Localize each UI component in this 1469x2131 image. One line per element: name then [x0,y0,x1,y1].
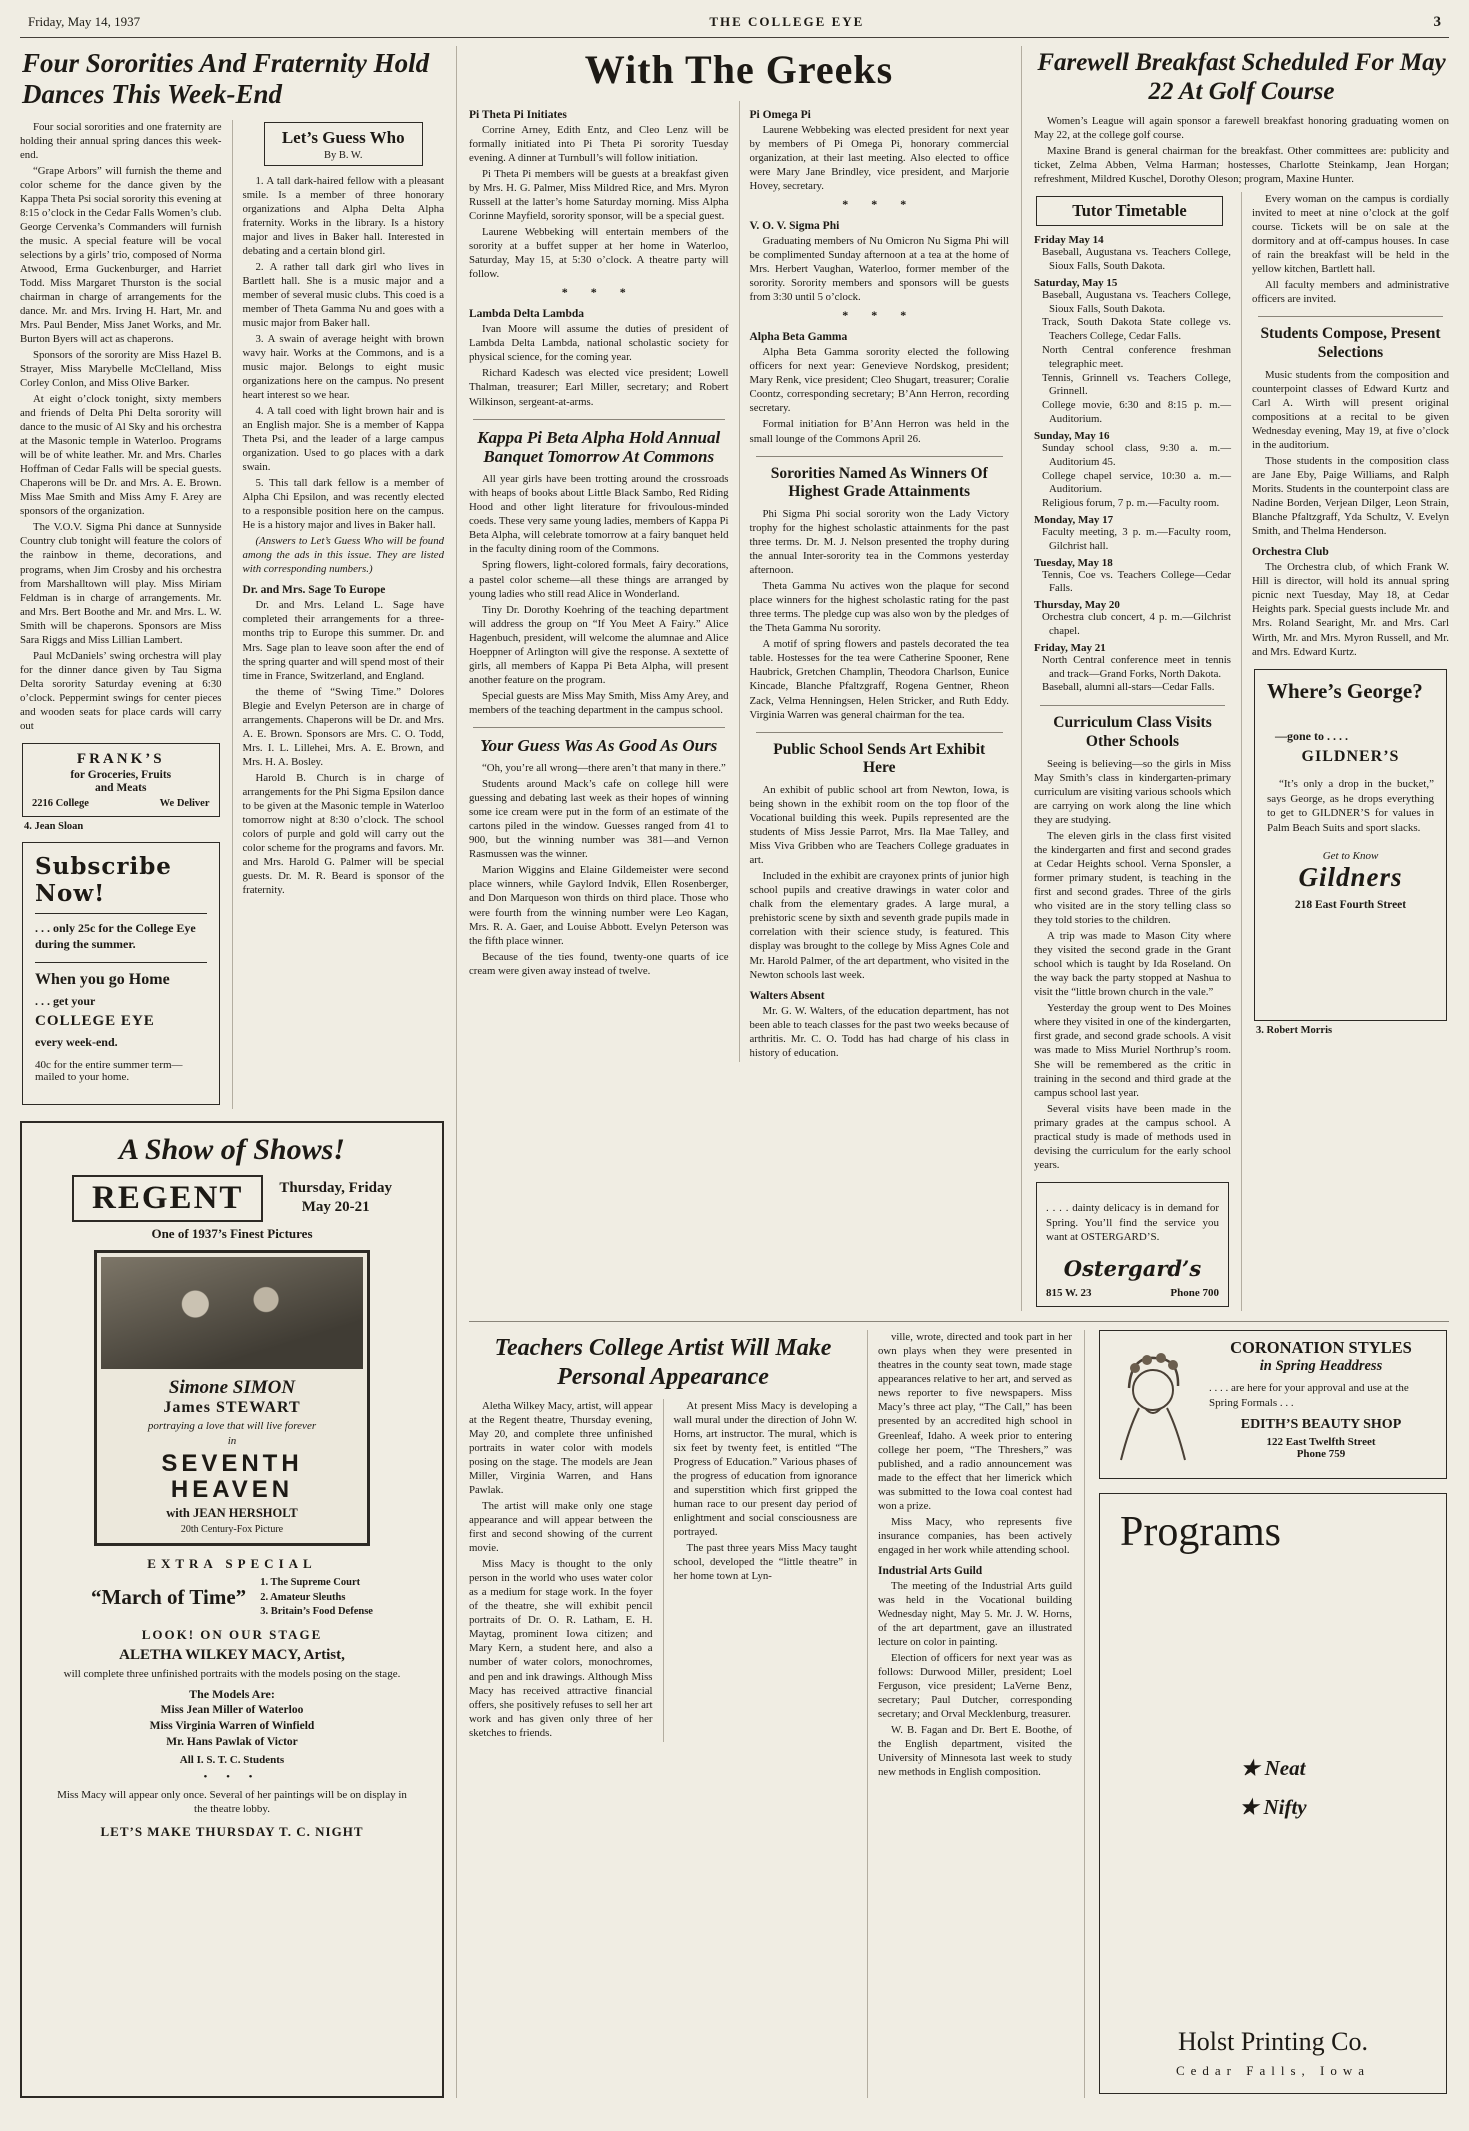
model-name: Miss Jean Miller of Waterloo [160,1704,304,1717]
programs-item: ★ Nifty [1239,1794,1307,1819]
right-ads-column [1084,1330,1449,2098]
paragraph-list [20,120,222,733]
subscribe-title: Subscribe Now! [35,853,207,914]
greeks-headline: With The Greeks [584,47,894,92]
franks-address-row [32,798,210,809]
paragraph: Harold B. Church is in charge of arrangements for the Phi Sigma Epsilon dance to be given at the Masonic temple in Waterloo tomorrow night at 8:30 o’clock. The school colors of purple and gold will carry out the color scheme for the programs and favors. Mr. and Mrs. Harold G. Palmer will be special guests. Dr. M. R. Beard is sponsor of the fraternity. [242,771,444,897]
paragraph: Corrine Arney, Edith Entz, and Cleo Lenz will be formally initiated into Pi Theta Pi sorority Tuesday evening. A dinner at Turnbull’s will follow initiation. [469,124,729,165]
artist-col-3 [867,1330,1072,2098]
timetable-event: College chapel service, 10:30 a. m.—Auditorium. [1042,469,1231,496]
ostergards-text: . . . . dainty delicacy is in demand for Spring. You’ll find the service you want at OSTERGARD’S. [1046,1201,1219,1244]
timetable-day-group [1034,557,1231,597]
dances-col-2 [232,120,445,1109]
look-on-stage-label: LOOK! ON OUR STAGE [141,1626,323,1642]
star-separator: * * * [561,285,636,300]
movie-poster [94,1250,370,1547]
timetable-event: Tennis, Grinnell vs. Teachers College, Grinnell. [1042,371,1231,398]
models-list [36,1702,428,1750]
timetable-day-group [1034,642,1231,695]
timetable-event: Sunday school class, 9:30 a. m.—Auditorium 45. [1042,441,1231,468]
movie-costar: with JEAN HERSHOLT [166,1506,298,1521]
paragraph: Four social sororities and one fraternity are holding their annual spring dances this week-end. [20,120,222,161]
timetable-events [1034,442,1231,511]
guess-who-box [264,122,423,166]
paragraph: “Oh, you’re all wrong—there aren’t that many in there.” [482,762,726,775]
regent-dates-line1: Thursday, Friday [279,1180,392,1197]
timetable-event: Baseball, Augustana vs. Teachers College, Sioux Falls, South Dakota. [1042,246,1231,272]
subscribe-offer: . . . only 25c for the College Eye during the summer. [35,920,196,952]
paragraph: ville, wrote, directed and took part in her own plays when they were presented in theatres in the county seat town, made stage appearances relative to her art, and served as news reporter to five newspapers. Miss Macy’s three act play, “The Call,” has been presented by an accredited high school in Greenleaf, Idaho. A week prior to entering college her poem, “The Threshers,” was published, and a radio announcement was made to the effect that her limerick which was submitted to the Iowa coal contest had won a prize. [878,1331,1072,1512]
subscribe-weekend-line: every week-end. [35,1035,118,1050]
ostergards-phone: Phone 700 [1170,1287,1219,1300]
guess-who-items [243,174,445,533]
movie-title: SEVENTH HEAVEN [161,1449,303,1503]
ediths-ad-text [1205,1338,1437,1471]
paragraph-list [469,472,729,717]
artist-headline: Teachers College Artist Will Make Personal Appearance [494,1335,832,1390]
guess-who-note: (Answers to Let’s Guess Who will be found among the ads in this issue. They are listed with corresponding numbers.) [242,535,444,576]
paragraph: Laurene Webbeking was elected president for next year by members of Pi Omega Pi, honorary commercial organization, at their last meeting. Also elected to office were Mary Jane Brindley, vice president, and Marjorie Hovey, secretary. [749,124,1009,193]
march-of-time-item: 1. The Supreme Court [260,1577,361,1589]
paragraph: All year girls have been trotting around the crossroads with heaps of books about Little Black Sambo, Red Riding Hood and other light literature for frivoulous-minded coeds. These very same young ladies, members of Kappa Pi Beta Alpha, will celebrate tomorrow at a fairy banquet held in the faculty dining room of the Commons. [469,473,729,556]
paragraph: All faculty members and administrative officers are invited. [1252,279,1449,306]
guess-who-title: Let’s Guess Who [281,127,405,147]
guess-who-item: 4. A tall coed with light brown hair and is an English major. She is a member of Kappa Theta Psi, and the leader of a large campus organization. Used to go places with a dark swain. [242,405,444,474]
march-of-time-list [260,1576,373,1619]
paragraph-list [750,123,1010,193]
page-number: 3 [1433,14,1441,30]
timetable-event: Orchestra club concert, 4 p. m.—Gilchrist chapel. [1042,611,1231,638]
istc-students-line: All I. S. T. C. Students [179,1753,285,1766]
holst-printing-ad [1099,1493,1447,2094]
star-separator: * * * [842,197,917,212]
gildners-body-text: “It’s only a drop in the bucket,” says George, as he drops everything to get to GILDNER’S for values in Palm Beach Suits and sport slacks. [1267,777,1434,835]
paragraph-list [750,783,1010,981]
guess-who-byline: By B. W. [323,149,363,161]
greeks-section [469,46,1009,1311]
greeks-col-1 [469,101,729,1062]
spring-headdress-subtitle: in Spring Headdress [1259,1358,1383,1375]
gildners-signature: Gildners [1298,862,1403,893]
ediths-shop-name: EDITH’S BEAUTY SHOP [1240,1416,1402,1432]
timetable-day-label: Monday, May 17 [1034,513,1114,526]
gildners-name: GILDNER’S [1301,747,1400,765]
paragraph-list [469,322,729,408]
ostergards-contact-row [1046,1287,1219,1299]
pi-theta-pi-heading: Pi Theta Pi Initiates [469,109,567,121]
timetable-event: Baseball, alumni all-stars—Cedar Falls. [1042,681,1215,694]
timetable-event: Religious forum, 7 p. m.—Faculty room. [1042,497,1220,510]
ostergards-logo: Ostergard’s [1063,1256,1202,1282]
orchestra-club-heading: Orchestra Club [1252,546,1329,559]
movie-poster-photo [101,1257,363,1369]
appear-once-note: Miss Macy will appear only once. Several of her paintings will be on display in the theatre lobby. [57,1788,407,1815]
paragraph: Alpha Beta Gamma sorority elected the following officers for next year: Genevieve Nordskog, president; Mary Renk, vice president; Cleo Shugart, treasurer; Coralie Coontz, corresponding secretary; B’Ann Herron, recording secretary. [749,346,1009,415]
paragraph: A trip was made to Mason City where they visited the second grade in the Grant school which is taught by Ida Roseland. On the way back the party stopped at Nashua to visit the “little brown church in the vale.” [1034,930,1231,999]
timetable-event: Tennis, Coe vs. Teachers College—Cedar Falls. [1042,568,1231,595]
ediths-body-text: . . . . are here for your approval and use at the Spring Formals . . . [1209,1382,1409,1410]
artist-article [469,1330,1072,2098]
guess-who-item: 3. A swain of average height with brown wavy hair. Works at the Commons, and is a music major. Belongs to eight music organizations here on the campus. No present heart interest so we hear. [242,332,444,401]
paragraph-list [1034,757,1231,1172]
paragraph-list [750,1004,1010,1060]
timetable-day-label: Saturday, May 15 [1034,276,1118,289]
franks-line: and Meats [95,781,147,794]
dances-headline: Four Sororities And Fraternity Hold Dances This Week-End [22,48,430,109]
pi-omega-pi-heading: Pi Omega Pi [749,109,811,121]
timetable-event: Faculty meeting, 3 p. m.—Faculty room, Gilchrist hall. [1042,525,1231,552]
paragraph-list [878,1330,1072,1557]
subscribe-note: 40c for the entire summer term—mailed to your home. [35,1058,183,1083]
paragraph: Ivan Moore will assume the duties of president of Lambda Delta Lambda, national scholastic society for physical science, for the coming year. [469,323,729,364]
timetable-event: North Central conference freshman telegraphic meet. [1042,344,1231,370]
tutor-timetable-title: Tutor Timetable [1036,196,1223,226]
woman-illustration [1109,1338,1195,1471]
artist-col-1 [469,1399,653,1742]
masthead [20,12,1449,38]
march-of-time-item: 3. Britain’s Food Defense [260,1605,373,1617]
ediths-address: 122 East Twelfth Street [1266,1435,1376,1448]
timetable-day-label: Thursday, May 20 [1034,599,1120,612]
guess-who-answer-3: 3. Robert Morris [1256,1024,1333,1036]
march-of-time-item: 2. Amateur Sleuths [260,1591,346,1603]
right-section [456,46,1449,2098]
paragraph: Spring flowers, light-colored formals, fairy decorations, a pastel color scheme—all these things are arranged by young ladies who still read Alice in Wonderland. [469,559,729,600]
paragraph: At present Miss Macy is developing a wall mural under the direction of John W. Horns, art instructor. The mural, which is six feet by twenty feet, is entitled “The Progress of Education.” Various phases of the progress of education from ignorance and superstition which first gripped the human race to our present day period of enlightment and social consciousness are portrayed. [673,1399,857,1539]
paragraph: The Orchestra club, of which Frank W. Hill is director, will hold its annual spring picnic next Tuesday, May 18, at Cedar Heights park. Special guests include Mr. and Mrs. Roland Searight, Mr. and Mrs. Carl Wirth, Mr. and Mrs. Myron Russell, and Mr. and Mrs. Edward Kurtz. [1252,561,1449,658]
paragraph: The past three years Miss Macy taught school, developed the “little theatre” in her home town at Lyn- [673,1542,857,1583]
franks-deliver: We Deliver [159,797,210,809]
guess-who-item: 1. A tall dark-haired fellow with a pleasant smile. Is a member of three honorary organizations and Alpha Delta Alpha fraternity. Works in the library. Is a history major and lives in Baker hall. Interested in debating and a certain blond girl. [242,174,444,257]
artist-columns [469,1399,857,1742]
paragraph: Formal initiation for B’Ann Herron was held in the small lounge of the Commons April 26. [749,418,1009,445]
paragraph: Graduating members of Nu Omicron Nu Sigma Phi will be complimented Sunday afternoon at a tea at the home of Mrs. Herbert Vaughan, Waterloo, former member of the sorority. Sorority members and sponsors will be guests from 3:30 until 5 o’clock. [749,235,1009,304]
paragraph-list [750,507,1010,721]
movie-studio: 20th Century-Fox Picture [180,1524,284,1536]
movie-star-1: Simone SIMON [168,1376,296,1398]
walters-absent-heading: Walters Absent [749,989,825,1002]
show-of-shows-headline: A Show of Shows! [119,1132,345,1166]
paragraph: At eight o’clock tonight, sixty members and friends of Delta Phi Delta sorority will dance to the music of Al Sky and his orchestra at the Masonic temple in Waterloo. Programs will be of white leather. Mr. and Mrs. Charles Hoffman of Cedar Falls will be special guests. Chaperons will be Dr. and Mrs. A. E. Brown. Miss Mae Smith and Miss Amy F. Arey are sponsors of the organization. [20,393,222,518]
guess-who-item: 5. This tall dark fellow is a member of Alpha Chi Epsilon, and was recently elected to a responsible position here on the campus. He is a history major and lives in Baker hall. [242,477,444,532]
paragraph: Miss Macy, who represents five insurance companies, has been actively engaged in her work while attending school. [878,1515,1072,1556]
programs-title: Programs [1120,1509,1281,1556]
paragraph: Paul McDaniels’ swing orchestra will play for the dinner dance given by Tau Sigma Delta sorority Saturday evening at 6:30 o’clock. Peppermint swings for center pieces and wooden seats for place cards will carry out [20,649,222,732]
timetable-events [1034,289,1231,427]
timetable-events [1034,611,1231,639]
coronation-styles-title: CORONATION STYLES [1230,1338,1412,1358]
gildners-ad [1254,669,1447,1021]
left-section [20,46,444,2098]
dances-col-1 [20,120,222,1109]
industrial-arts-heading: Industrial Arts Guild [878,1564,983,1577]
timetable-day-label: Friday May 14 [1034,234,1104,247]
paragraph: Aletha Wilkey Macy, artist, will appear at the Regent theatre, Thursday evening, May 20, and complete three unfinished portraits in water color with models posing on the stage. The models are Jean Miller, Virginia Warren, and Hans Pawlak. [469,1399,653,1497]
paragraph: Mr. G. W. Walters, of the education department, has not been able to teach classes for the past two weeks because of arthritis. Mr. C. O. Todd has had charge of his class in history of education. [749,1004,1009,1059]
paragraph: Miss Macy is thought to the only person in the world who uses water color as a medium for stage work. In the foyer of the theatre, she will exhibit pencil portraits of Dr. O. R. Latham, E. H. Maytag, prominent Iowa citizen; and Mary Kern, a student here, and also a number of water colors, monochromes, and pen and ink drawings. Although Miss Macy has received attractive financial offers, she positively refuses to sell her art work and has given only three of her sketches to friends. [469,1558,653,1739]
paragraph: Richard Kadesch was elected vice president; Lowell Thalman, treasurer; Earl Miller, secretary; and Robert Wilkinson, sergeant-at-arms. [469,367,729,408]
subscribe-ad [22,842,220,1105]
paragraph: Pi Theta Pi members will be guests at a breakfast given by Mrs. H. G. Palmer, Miss Mildred Rice, and Mrs. Myron Russell at the latter’s home Saturday morning. Miss Alpha Corinne Mayfield, sorority sponsor, will be a special guest. [469,168,729,223]
timetable-event: College movie, 6:30 and 8:15 p. m.—Auditorium. [1042,399,1231,426]
star-separator: * * * [842,308,917,323]
gildners-address: 218 East Fourth Street [1294,899,1407,912]
march-of-time-title: “March of Time” [91,1585,247,1610]
farewell-section [1021,46,1449,1311]
timetable-day-label: Tuesday, May 18 [1034,556,1113,569]
subscribe-college-eye: COLLEGE EYE [35,1013,155,1030]
models-label: The Models Are: [189,1687,275,1702]
paragraph: Because of the ties found, twenty-one quarts of ice cream were given away instead of twelve. [469,950,729,977]
movie-tagline: portraying a love that will live forever [147,1419,317,1432]
paragraph: Included in the exhibit are crayonex prints of junior high school pupils and creative drawings in water color and chalk from the elementary grades. A large mural, a prehistoric scene by sixth and seventh grade pupils made in correlation with their science study, is featured. This display was brought to the college by Miss Agnes Cole and Mr. Harold Palmer, of the art department, who visited in the Newton schools last week. [749,870,1009,981]
paragraph: The V.O.V. Sigma Phi dance at Sunnyside Country club tonight will feature the colors of the rainbow in theme, decorations, and programs, when Jim Crosby and his orchestra from Marshalltown will play. Miss Miriam Feldman is in charge of arrangements. Mr. and Mrs. Bert Boothe and Mr. and Mrs. L. W. Smith will be chaperons. Sponsors are Miss Sara Riggs and Miss Lillian Lambert. [20,521,222,646]
subscribe-get-line: . . . get your [35,994,96,1009]
regent-name-row [36,1175,428,1222]
sorority-winners-headline: Sororities Named As Winners Of Highest Grade Attainments [756,456,1004,502]
ostergards-ad [1036,1182,1229,1308]
farewell-col-2 [1241,192,1449,1311]
paragraph: Phi Sigma Phi social sorority won the Lady Victory trophy for the highest scholastic attainments for the past three terms. Dr. M. J. Nelson presented the trophy during the annual Inter-sorority tea in the Commons yesterday afternoon. [749,508,1009,577]
franks-address: 2216 College [32,797,89,809]
regent-dates [279,1179,392,1217]
holst-city: Cedar Falls, Iowa [1175,2063,1371,2078]
greeks-col-2 [739,101,1010,1062]
stage-artist-description: will complete three unfinished portraits with the models posing on the stage. [63,1667,401,1680]
stage-artist-name: ALETHA WILKEY MACY, Artist, [119,1646,345,1663]
movie-in-word: in [227,1434,237,1447]
paragraph: Music students from the composition and counterpoint classes of Edward Kurtz and Carl A. Wirth will present original compositions at a recital to be given Wednesday evening, May 19, at five o’clock in the auditorium. [1252,368,1449,452]
paragraph-list [469,1399,653,1740]
paragraph-list [878,1579,1072,1779]
paragraph-list [469,761,729,977]
paragraph: Those students in the composition class are Jane Eby, Paige Williams, and Ralph Morits. Students in the counterpoint class are Nadine Borden, Verjean Dilger, Leon Strain, Blanche Pfaltzgraff, Yda Schultz, V. Evelyn Smith, and Thelma Henderson. [1252,455,1449,538]
paragraph: Sponsors of the sorority are Miss Hazel B. Strayer, Miss Marybelle McClelland, Miss Corley Conlon, and Miss Olive Barker. [20,349,222,390]
paragraph: Maxine Brand is general chairman for the breakfast. Other committees are: publicity and ticket, Zelma Abben, Velma Harman; hostesses, Charlotte Steinkamp, Jean Horgan; refreshment, Mildred Kuschel, Dorothy Oleson; program, Maxine Hunter. [1034,145,1449,186]
paragraph: The eleven girls in the class first visited the kindergarten and first and second grades at Cedar Heights school. Verna Sponsler, a former primary student, is teaching in the first and second grades. Three of the girls who visited are in the story telling class so they told stories to the children. [1034,830,1231,927]
public-school-art-headline: Public School Sends Art Exhibit Here [756,732,1004,778]
timetable-events [1034,246,1231,274]
timetable-events [1034,526,1231,554]
students-compose-headline: Students Compose, Present Selections [1258,316,1443,362]
extra-special-label: EXTRA SPECIAL [147,1556,317,1572]
greeks-columns [469,101,1009,1062]
paragraph-list [674,1399,858,1583]
subscribe-home-line: When you go Home [35,962,207,989]
paragraph-list [1034,114,1449,186]
model-name: Miss Virginia Warren of Winfield [149,1720,315,1733]
sage-heading: Dr. and Mrs. Sage To Europe [242,584,386,597]
timetable-day-label: Sunday, May 16 [1034,429,1110,442]
paragraph: Marion Wiggins and Elaine Gildemeister were second place winners, while Gaylord Indvik, Ellen Rosenberger, and Don Marqueson won thirds on third place. Those who were fourth from the winning number were Leo Kagan, Mrs. R. A. Gaer, and Louise Abbott. Evelyn Peterson was the fifth place winner. [469,864,729,947]
farewell-columns [1034,192,1449,1311]
paragraph-list [1252,192,1449,306]
programs-item: ★ Neat [1240,1755,1306,1780]
paragraph: W. B. Fagan and Dr. Bert E. Boothe, of the English department, visited the University of Minnesota last week to study new methods in English composition. [878,1724,1072,1779]
franks-name: FRANK’S [76,750,165,767]
paragraph: Students around Mack’s cafe on college hill were guessing and debating last week as their hopes of winning some ice cream were put in the form of an estimate of the cartons piled in the window. Guesses ranged from 41 to 900, but the winning number was 381—and Vernon Rasmussen was the winner. [469,778,729,861]
timetable-day-group [1034,514,1231,554]
farewell-headline: Farewell Breakfast Scheduled For May 22 At Golf Course [1037,49,1446,105]
paragraph-list [1252,560,1449,658]
paragraph-list [243,685,445,897]
paragraph-list [469,123,729,281]
paragraph: An exhibit of public school art from Newton, Iowa, is being shown in the exhibit room on the top floor of the Vocational building this week. Pupils represented are the students of Miss Jessie Parrot, Mrs. Ila Mae Talley, and Miss Viva Gribben who are Teachers College graduates in art. [749,784,1009,867]
timetable-day-group [1034,234,1231,274]
paragraph: Every woman on the campus is cordially invited to meet at nine o’clock at the golf course. Tickets will be on sale at the dormitory and at off-campus houses. In case of rain the breakfast will be held in the yellow kitchen, Bartlett hall. [1252,193,1449,276]
guess-who-answer-4: 4. Jean Sloan [24,820,84,832]
march-of-time-row [36,1576,428,1619]
holst-company-name: Holst Printing Co. [1178,2027,1368,2056]
franks-line: for Groceries, Fruits [70,768,172,781]
timetable-day-label: Friday, May 21 [1034,641,1106,654]
paragraph-list [750,345,1010,445]
bottom-section [469,1321,1449,2098]
paragraph-list [750,234,1010,304]
timetable-event: Baseball, Augustana vs. Teachers College, Sioux Falls, South Dakota. [1042,288,1231,315]
regent-dates-line2: May 20-21 [301,1199,370,1216]
lambda-delta-lambda-heading: Lambda Delta Lambda [469,308,585,321]
alpha-beta-gamma-heading: Alpha Beta Gamma [749,331,848,344]
regent-theater-name: REGENT [72,1175,263,1222]
programs-items [1116,1556,1430,2019]
paragraph-list [243,598,445,682]
tc-night-slogan: LET’S MAKE THURSDAY T. C. NIGHT [100,1824,364,1840]
franks-ad [22,743,220,817]
paragraph: Special guests are Miss May Smith, Miss Amy Arey, and members of the teaching department in the campus school. [469,689,729,716]
gone-to-line: —gone to . . . . [1275,728,1348,743]
timetable-day-group [1034,430,1231,511]
paragraph: “Grape Arbors” will furnish the theme and color scheme for the dance given by the Kappa Theta Psi social sorority this evening at 8:15 o’clock in the Cedar Falls Women’s club. George Cervenka’s Commanders will furnish the music. A special feature will be vocal selections by a girls’ trio, composed of Norma Atwood, Erma Guckenburger, and Harriet Todd. Miss Margaret Thurston is the social chairman in charge of arrangements for the dance. Mr. and Mrs. Irving H. Hart, Mr. and Mrs. Paul Bender, Miss Janet Works, and Mr. Burton Byers will act as chaperons. [20,164,222,345]
timetable-day-group [1034,599,1231,639]
timetable-event: Track, South Dakota State college vs. Teachers College, Cedar Falls. [1042,316,1231,343]
paragraph-list [1252,368,1449,538]
guess-who-item: 2. A rather tall dark girl who lives in Bartlett hall. She is a music major and a member of several music clubs. This coed is a member of Theta Gamma Nu and goes with a music major from Baker hall. [242,260,444,329]
ostergards-address: 815 W. 23 [1046,1287,1092,1300]
paragraph: Election of officers for next year was as follows: Durwood Miller, president; Loel Ferguson, vice president; LaVerne Benz, secretary; Paul Dutcher, corresponding secretary; and Orval Mecklenburg, treasurer. [878,1651,1072,1721]
paragraph: The artist will make only one stage appearance and will appear between the first and second showing of the current movie. [469,1500,653,1555]
paragraph: Yesterday the group went to Des Moines where they visited in one of the kindergarten, first grade, and second grade schools. A visit was made to Miss Muriel Northrup’s room. She will be remembered as the critic in training in the second and third grade at the campus school last year. [1034,1002,1231,1099]
your-guess-headline: Your Guess Was As Good As Ours [473,727,725,755]
regent-finest-line: One of 1937’s Finest Pictures [151,1225,313,1241]
curriculum-headline: Curriculum Class Visits Other Schools [1040,705,1225,751]
ediths-beauty-shop-ad [1099,1330,1447,1479]
paragraph: Several visits have been made in the primary grades at the campus school. A practical study is made of methods used in devising the curriculum for the early school years. [1034,1102,1231,1171]
artist-article-left [469,1330,857,2098]
timetable-event: North Central conference meet in tennis and track—Grand Forks, North Dakota. [1042,653,1231,680]
farewell-col-1 [1034,192,1231,1311]
newspaper-title: THE COLLEGE EYE [709,14,865,29]
paragraph: Theta Gamma Nu actives won the plaque for second place winners for the highest scholastic rating for the past three terms. The pledge cup was also won by the pledges of the Theta Gamma Nu sorority. [749,580,1009,635]
vov-sigma-phi-heading: V. O. V. Sigma Phi [749,220,840,233]
paragraph: Dr. and Mrs. Leland L. Sage have completed their arrangements for a three-months trip to Europe this summer. Dr. and Mrs. Sage plan to leave soon after the end of the spring quarter and will spend most of their time in France, Switzerland, and England. [242,599,444,682]
paragraph: the theme of “Swing Time.” Dolores Blegie and Evelyn Peterson are in charge of arrangements. Chaperons will be Dr. and Mrs. A. E. Brown. Sponsors are Mrs. C. O. Todd, Mrs. I. L. Lillehei, Mrs. A. E. Brown, and Mrs. H. A. Bosley. [242,685,444,768]
paragraph: Women’s League will again sponsor a farewell breakfast honoring graduating women on May 22, at the college golf course. [1034,115,1449,142]
wheres-george-title: Where’s George? [1267,678,1423,703]
paragraph: Seeing is believing—so the girls in Miss May Smith’s class in kindergarten-primary curriculum are visiting various schools which are carrying on work along the line which they are studying. [1034,757,1232,826]
dances-columns [20,120,444,1109]
page-body [20,46,1449,2098]
movie-star-2: James STEWART [163,1398,301,1416]
paragraph: The meeting of the Industrial Arts guild was held in the Vocational building Wednesday night, May 5. Mr. J. W. Horns, of the art department, gave an illustrated lecture on color in painting. [878,1579,1072,1648]
paragraph: A motif of spring flowers and pastels decorated the tea table. Hostesses for the tea were Catherine Spooner, Rene Haubrick, Gretchen Champlin, Theodora Charlson, Eunice Kincade, Blanche Pfaltzgraff, Rogena Gentner, Rheon Zack, Velma Henningsen, Helen Stricker, and Ruth Eddy. Virginia Warren was general chairman for the tea. [749,638,1009,721]
timetable-day-group [1034,277,1231,427]
timetable-events [1034,569,1231,597]
dots-separator: • • • [203,1770,261,1783]
ediths-phone: Phone 759 [1296,1447,1346,1460]
paragraph: Laurene Webbeking will entertain members of the sorority at a buffet supper at her home in Waterloo, Saturday, May 15, at 5:30 o’clock. A theatre party will follow. [469,226,729,281]
get-to-know-line: Get to Know [1322,850,1379,863]
kappa-pi-headline: Kappa Pi Beta Alpha Hold Annual Banquet Tomorrow At Commons [473,419,725,467]
regent-theater-ad [20,1121,444,2098]
masthead-date: Friday, May 14, 1937 [28,14,141,29]
upper-section [469,46,1449,1311]
paragraph: Tiny Dr. Dorothy Koehring of the teaching department will address the group on “If You Meet A Fairy.” Alice Hagenbuch, president, will welcome the alumnae and Alice Hoeppner of Arlington will give the response. A sextette of girls, all members of Kappa Pi Beta Alpha, will present another feature on the program. [469,603,729,686]
artist-col-2 [663,1399,858,1742]
model-name: Mr. Hans Pawlak of Victor [166,1736,298,1749]
timetable-events [1034,654,1231,695]
